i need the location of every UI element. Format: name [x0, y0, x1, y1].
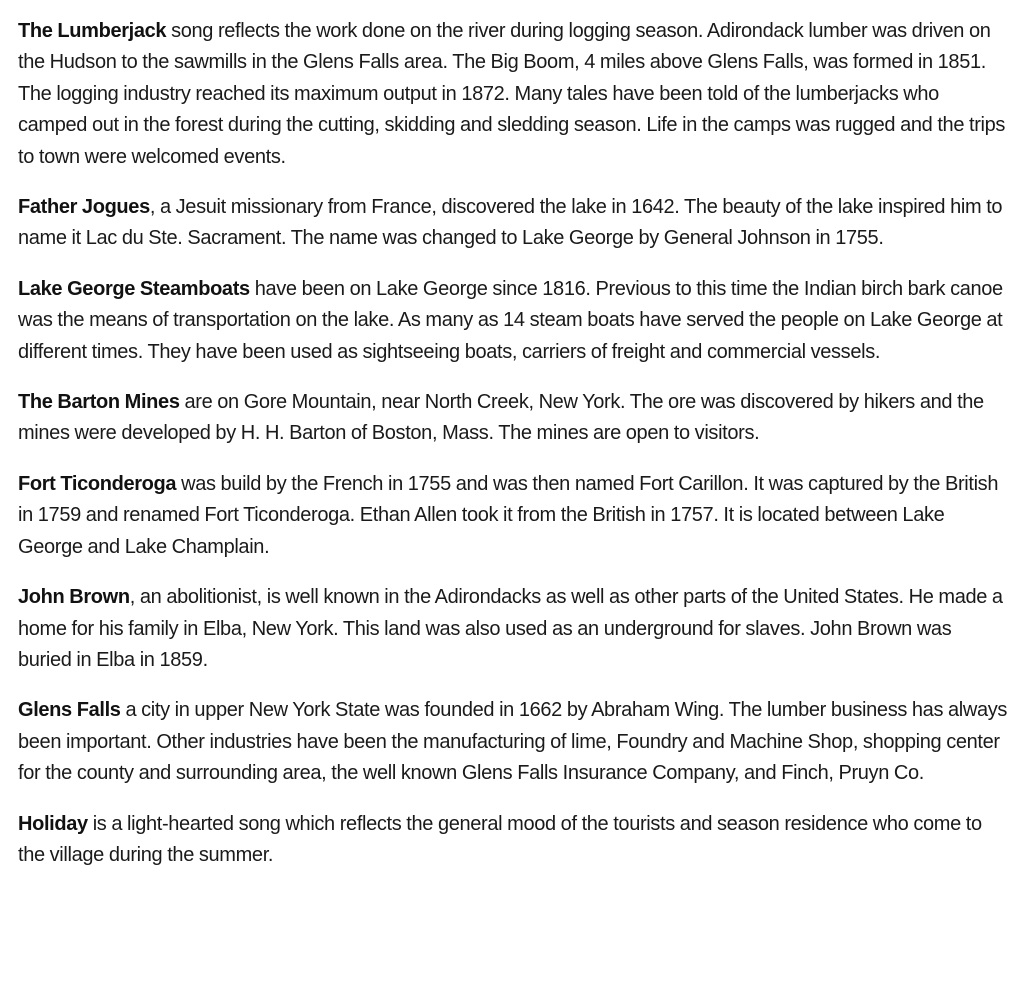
entry-text: is a light-hearted song which reflects the general mood of the tourists and season residence who come to the village during the summer.	[18, 812, 982, 866]
entry-text: have been on Lake George since 1816. Previous to this time the Indian birch bark canoe was the means of transportation on the lake. As many as 14 steam boats have served the people on Lake George at different times. They have been used as sightseeing boats, carriers of freight and commercial vessels.	[18, 277, 1003, 363]
entry-text: a city in upper New York State was founded in 1662 by Abraham Wing. The lumber business has always been important. Other industries have been the manufacturing of lime, Foundry and Machine Shop, shopping center for the county and surrounding area, the well known Glens Falls Insurance Company, and Finch, Pruyn Co.	[18, 699, 1008, 785]
entry-term: Glens Falls	[18, 699, 121, 722]
entry-glens-falls	[18, 695, 1008, 789]
entry-john-brown	[18, 582, 1008, 676]
entry-father-jogues	[18, 192, 1008, 255]
entry-holiday	[18, 809, 1008, 872]
entry-text: are on Gore Mountain, near North Creek, New York. The ore was discovered by hikers and the mines were developed by H. H. Barton of Boston, Mass. The mines are open to visitors.	[18, 391, 984, 445]
entry-term: Holiday	[18, 812, 88, 835]
entry-lumberjack	[18, 16, 1008, 173]
document-page	[18, 16, 1008, 890]
entry-lake-george-steamboats	[18, 274, 1008, 368]
entry-text: , a Jesuit missionary from France, discovered the lake in 1642. The beauty of the lake inspired him to name it Lac du Ste. Sacrament. The name was changed to Lake George by General Johnson in 1755.	[18, 196, 1003, 250]
entry-term: John Brown	[18, 586, 130, 609]
entry-text: song reflects the work done on the river during logging season. Adirondack lumber was driven on the Hudson to the sawmills in the Glens Falls area. The Big Boom, 4 miles above Glens Falls, was formed in 1851. The logging industry reached its maximum output in 1872. Many tales have been told of the lumberjacks who camped out in the forest during the cutting, skidding and sledding season. Life in the camps was rugged and the trips to town were welcomed events.	[18, 20, 1006, 168]
entry-term: The Barton Mines	[18, 391, 180, 414]
entry-term: The Lumberjack	[18, 20, 167, 42]
entry-term: Fort Ticonderoga	[18, 472, 177, 495]
entry-term: Father Jogues	[18, 196, 150, 219]
entry-barton-mines	[18, 387, 1008, 450]
entry-term: Lake George Steamboats	[18, 277, 250, 300]
entry-text: , an abolitionist, is well known in the Adirondacks as well as other parts of the United States. He made a home for his family in Elba, New York. This land was also used as an underground for slaves. John Brown was buried in Elba in 1859.	[18, 586, 1003, 671]
entry-fort-ticonderoga	[18, 469, 1008, 563]
entry-text: was build by the French in 1755 and was then named Fort Carillon. It was captured by the British in 1759 and renamed Fort Ticonderoga. Ethan Allen took it from the British in 1757. It is located between Lake George and Lake Champlain.	[18, 472, 999, 558]
